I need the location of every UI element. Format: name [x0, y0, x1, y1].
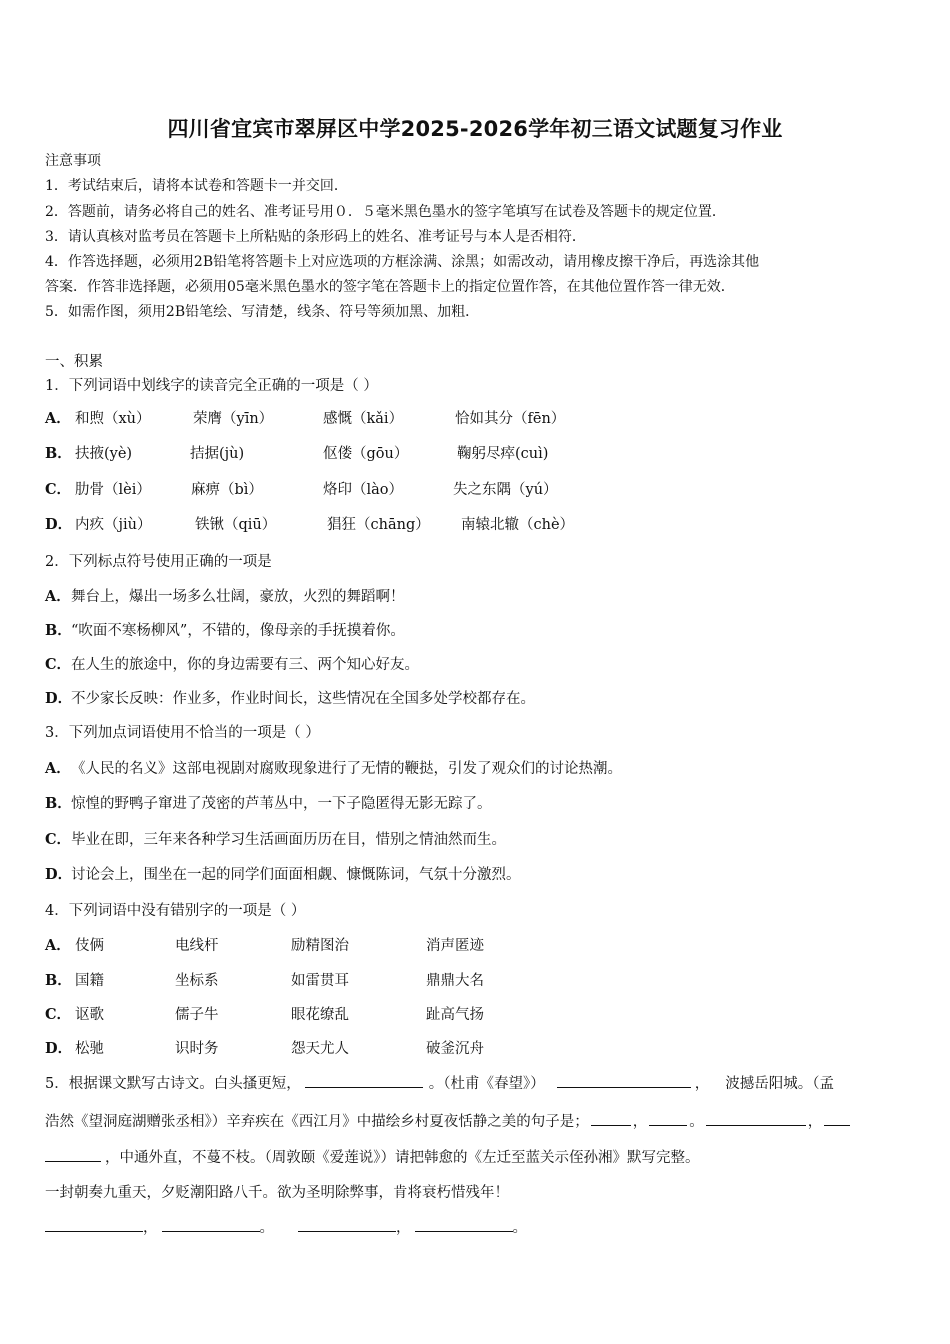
option-word: 消声匿迹: [426, 938, 484, 954]
option-letter: D．: [45, 1040, 73, 1057]
option-word: 如雷贯耳: [291, 973, 349, 989]
option-letter: D．: [45, 516, 73, 533]
option-word: 感慨（kǎi）: [323, 411, 404, 427]
option-word: 恰如其分（fēn）: [455, 411, 566, 427]
option-text: 舞台上，爆出一场多么壮阔，豪放，火烈的舞蹈啊！: [71, 589, 405, 605]
option-word: 扶掖(yè): [75, 446, 133, 462]
q3-option-d: [45, 865, 521, 885]
q1-option-b: [45, 444, 905, 464]
answer-blank[interactable]: [45, 1217, 143, 1232]
answer-blank[interactable]: [591, 1111, 631, 1126]
q5-text: 波撼岳阳城。（孟: [725, 1076, 834, 1092]
option-letter: C．: [45, 481, 72, 498]
answer-blank[interactable]: [298, 1217, 396, 1232]
option-letter: A．: [45, 760, 71, 777]
q3-option-b: [45, 794, 492, 814]
notes-item: 3．请认真核对监考员在答题卡上所粘贴的条形码上的姓名、准考证号与本人是否相符．: [45, 229, 586, 245]
option-word: 破釜沉舟: [426, 1041, 484, 1057]
option-letter: C．: [45, 1006, 72, 1023]
option-word: 松驰: [75, 1041, 104, 1057]
q5-text: ，: [694, 1076, 710, 1092]
q5-text: 。（杜甫《春望》）: [428, 1076, 545, 1092]
q4-option-c: [45, 1005, 905, 1025]
answer-blank[interactable]: [162, 1217, 260, 1232]
option-text: 惊惶的野鸭子窜进了茂密的芦苇丛中，一下子隐匿得无影无踪了。: [71, 796, 492, 812]
option-letter: B．: [45, 445, 72, 462]
option-letter: C．: [45, 831, 72, 848]
option-text: 《人民的名义》这部电视剧对腐败现象进行了无情的鞭挞，引发了观众们的讨论热潮。: [71, 761, 622, 777]
option-word: 失之东隅（yú）: [453, 482, 558, 498]
notes-heading: 注意事项: [45, 153, 101, 169]
q2-option-a: [45, 587, 405, 607]
answer-blank[interactable]: [557, 1073, 691, 1088]
q5-text: ，: [143, 1220, 158, 1236]
option-word: 鞠躬尽瘁(cuì): [457, 446, 549, 462]
option-letter: A．: [45, 410, 71, 427]
option-letter: B．: [45, 795, 72, 812]
notes-item: 2．答题前，请务必将自己的姓名、准考证号用０．５毫米黑色墨水的签字笔填写在试卷及答题卡的规定位置．: [45, 204, 726, 220]
option-letter: A．: [45, 937, 71, 954]
option-text: 毕业在即，三年来各种学习生活画面历历在目，惜别之情油然而生。: [71, 832, 506, 848]
option-letter: A．: [45, 588, 71, 605]
option-word: 内疚（jiù）: [75, 517, 152, 533]
option-word: 眼花缭乱: [291, 1007, 349, 1023]
option-word: 猖狂（chāng）: [327, 517, 430, 533]
option-text: 在人生的旅途中，你的身边需要有三、两个知心好友。: [71, 657, 419, 673]
option-word: 国籍: [75, 973, 104, 989]
answer-blank[interactable]: [415, 1217, 513, 1232]
option-word: 励精图治: [291, 938, 349, 954]
option-letter: C．: [45, 656, 72, 673]
question-2-stem: 2．下列标点符号使用正确的一项是: [45, 554, 272, 570]
question-5-line-5: [45, 1217, 527, 1238]
option-text: 不少家长反映：作业多，作业时间长，这些情况在全国多处学校都存在。: [71, 691, 535, 707]
q4-option-a: [45, 936, 905, 956]
option-letter: D．: [45, 866, 73, 883]
option-word: 烙印（lào）: [323, 482, 404, 498]
question-4-stem: 4．下列词语中没有错别字的一项是（ ）: [45, 903, 306, 919]
option-word: 铁锹（qiū）: [195, 517, 277, 533]
answer-blank[interactable]: [706, 1111, 806, 1126]
option-word: 识时务: [175, 1041, 219, 1057]
answer-blank[interactable]: [305, 1073, 423, 1088]
q1-option-c: [45, 480, 905, 500]
q5-text: ，: [632, 1114, 648, 1130]
option-word: 荣膺（yīn）: [193, 411, 274, 427]
option-word: 坐标系: [175, 973, 219, 989]
q5-text: 。: [259, 1220, 274, 1236]
answer-blank[interactable]: [824, 1111, 850, 1126]
q3-option-a: [45, 759, 622, 779]
option-letter: B．: [45, 972, 72, 989]
question-5-line-2: [45, 1111, 850, 1132]
q5-text: ，: [396, 1220, 411, 1236]
q5-text: 。: [512, 1220, 527, 1236]
option-word: 电线杆: [175, 938, 219, 954]
option-word: 伎俩: [75, 938, 104, 954]
option-word: 讴歌: [75, 1007, 104, 1023]
option-word: 肋骨（lèi）: [75, 482, 151, 498]
answer-blank[interactable]: [649, 1111, 687, 1126]
question-5-line-3: [45, 1147, 700, 1168]
q2-option-b: [45, 621, 405, 641]
question-3-stem: 3．下列加点词语使用不恰当的一项是（ ）: [45, 725, 320, 741]
q4-option-d: [45, 1039, 905, 1059]
answer-blank[interactable]: [45, 1147, 101, 1162]
option-text: 讨论会上，围坐在一起的同学们面面相觑、慷慨陈词，气氛十分激烈。: [71, 867, 521, 883]
option-word: 儒子牛: [175, 1007, 219, 1023]
q5-text: ，中通外直，不蔓不枝。（周敦颐《爱莲说》）请把韩愈的《左迁至蓝关示侄孙湘》默写完整。: [105, 1150, 700, 1166]
q1-option-a: [45, 409, 905, 429]
notes-item: 答案．作答非选择题，必须用05毫米黑色墨水的签字笔在答题卡上的指定位置作答，在其他位置作答一律无效．: [45, 279, 735, 295]
option-word: 拮据(jù): [190, 446, 245, 462]
question-5-line-1: [45, 1073, 834, 1094]
q3-option-c: [45, 830, 506, 850]
notes-item: 5．如需作图，须用2B铅笔绘、写清楚，线条、符号等须加黑、加粗．: [45, 304, 480, 320]
option-word: 鼎鼎大名: [426, 973, 484, 989]
section-heading: 一、积累: [45, 354, 103, 370]
option-word: 和煦（xù）: [75, 411, 151, 427]
q5-text: 5．根据课文默写古诗文。白头搔更短，: [45, 1076, 301, 1092]
option-letter: B．: [45, 622, 72, 639]
q2-option-c: [45, 655, 419, 675]
q5-text: 。: [689, 1114, 704, 1130]
question-1-stem: 1．下列词语中划线字的读音完全正确的一项是（ ）: [45, 378, 378, 394]
q2-option-d: [45, 689, 535, 709]
option-word: 伛偻（gōu）: [323, 446, 409, 462]
option-word: 南辕北辙（chè）: [461, 517, 575, 533]
option-text: “吹面不寒杨柳风”，不错的，像母亲的手抚摸着你。: [71, 623, 405, 639]
page-title: 四川省宜宾市翠屏区中学2025-2026学年初三语文试题复习作业: [167, 117, 783, 141]
question-5-poem: 一封朝奏九重天，夕贬潮阳路八千。欲为圣明除弊事，肯将衰朽惜残年！: [45, 1185, 509, 1201]
q4-option-b: [45, 971, 905, 991]
notes-item: 1．考试结束后，请将本试卷和答题卡一并交回．: [45, 178, 348, 194]
option-word: 麻痹（bì）: [191, 482, 263, 498]
notes-item: 4．作答选择题，必须用2B铅笔将答题卡上对应选项的方框涂满、涂黑；如需改动，请用橡皮擦干净后，再选涂其他: [45, 254, 760, 270]
option-word: 趾高气扬: [426, 1007, 484, 1023]
option-letter: D．: [45, 690, 73, 707]
q5-text: 浩然《望洞庭湖赠张丞相》）辛弃疾在《西江月》中描绘乡村夏夜恬静之美的句子是；: [45, 1114, 589, 1130]
option-word: 怨天尤人: [291, 1041, 349, 1057]
q1-option-d: [45, 515, 905, 535]
q5-text: ，: [807, 1114, 823, 1130]
